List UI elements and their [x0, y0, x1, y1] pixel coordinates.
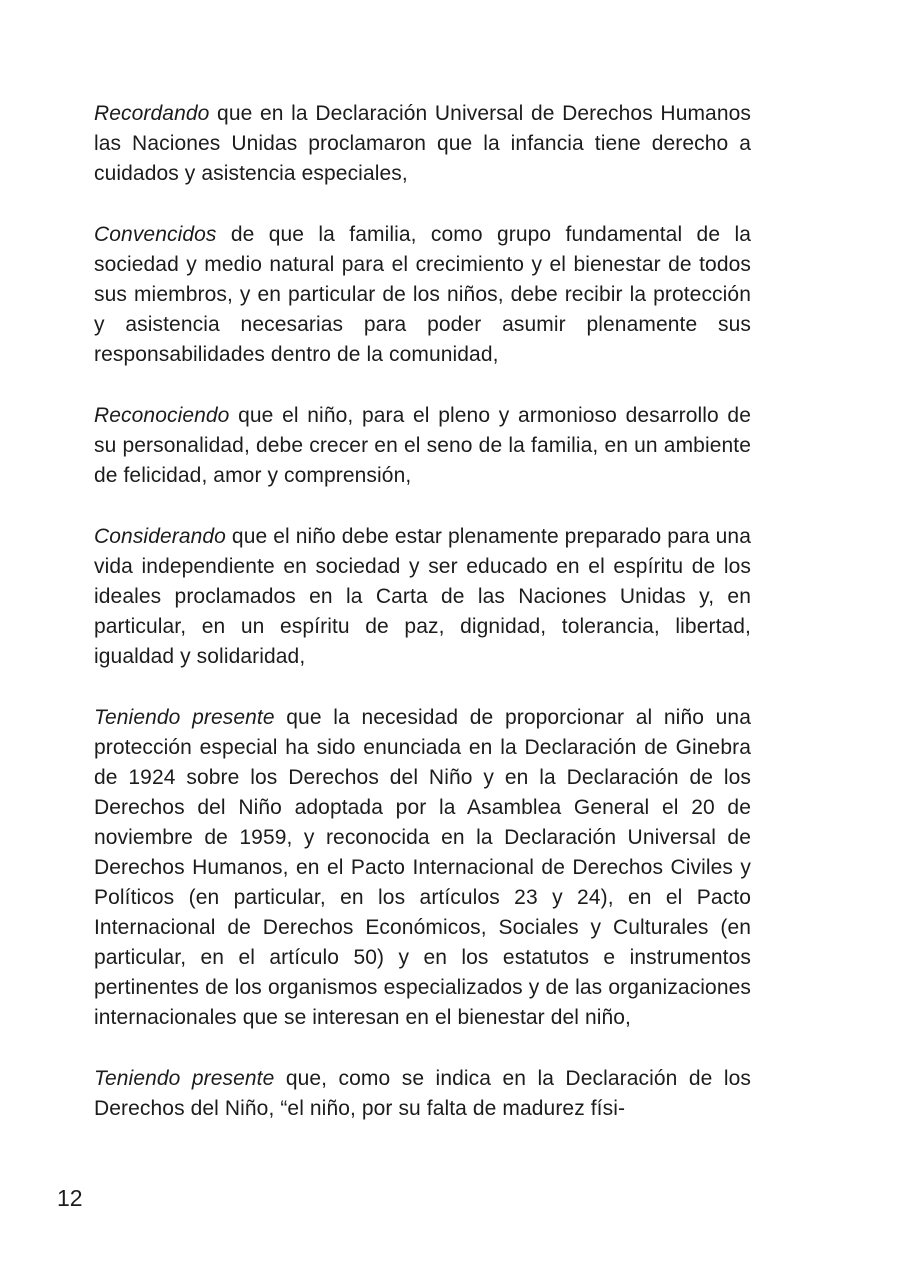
- paragraph-lead: Convencidos: [94, 223, 217, 246]
- paragraph-teniendo-presente-1: [94, 703, 751, 1033]
- paragraph-lead: Teniendo presente: [94, 706, 275, 729]
- paragraph-body: que, como se indica en la Declaración de los Derechos del Niño, “el niño, por su falta de madurez físi-: [94, 1067, 751, 1120]
- paragraph-teniendo-presente-2: [94, 1064, 751, 1124]
- paragraph-lead: Teniendo presente: [94, 1067, 275, 1090]
- page-number: 12: [57, 1185, 83, 1211]
- paragraph-body: que la necesidad de proporcionar al niño una protección especial ha sido enunciada en la Declaración de Ginebra de 1924 sobre los Derechos del Niño y en la Declaración de los Derechos del Niño adoptada por la Asamblea General el 20 de noviembre de 1959, y reconocida en la Declaración Universal de Derechos Humanos, en el Pacto Internacional de Derechos Civiles y Políticos (en particular, en los artículos 23 y 24), en el Pacto Internacional de Derechos Económicos, Sociales y Culturales (en particular, en el artículo 50) y en los estatutos e instrumentos pertinentes de los organismos especializados y de las organizaciones internacionales que se interesan en el bienestar del niño,: [94, 706, 751, 1029]
- paragraph-lead: Reconociendo: [94, 404, 230, 427]
- paragraph-reconociendo: [94, 401, 751, 491]
- paragraph-body: que el niño, para el pleno y armonioso desarrollo de su personalidad, debe crecer en el seno de la familia, en un ambiente de felicidad, amor y comprensión,: [94, 404, 751, 487]
- paragraph-recordando: [94, 99, 751, 189]
- paragraph-body: que en la Declaración Universal de Derechos Humanos las Naciones Unidas proclamaron que la infancia tiene derecho a cuidados y asistencia especiales,: [94, 102, 751, 185]
- paragraph-body: de que la familia, como grupo fundamental de la sociedad y medio natural para el crecimiento y el bienestar de todos sus miembros, y en particular de los niños, debe recibir la protección y asistencia necesarias para poder asumir plenamente sus responsabilidades dentro de la comunidad,: [94, 223, 751, 366]
- paragraph-lead: Recordando: [94, 102, 210, 125]
- paragraph-convencidos: [94, 220, 751, 370]
- paragraph-considerando: [94, 522, 751, 672]
- paragraph-lead: Considerando: [94, 525, 226, 548]
- preamble-text-block: [94, 99, 751, 1124]
- paragraph-body: que el niño debe estar plenamente preparado para una vida independiente en sociedad y ser educado en el espíritu de los ideales proclamados en la Carta de las Naciones Unidas y, en particular, en un espíritu de paz, dignidad, tolerancia, libertad, igualdad y solidaridad,: [94, 525, 751, 668]
